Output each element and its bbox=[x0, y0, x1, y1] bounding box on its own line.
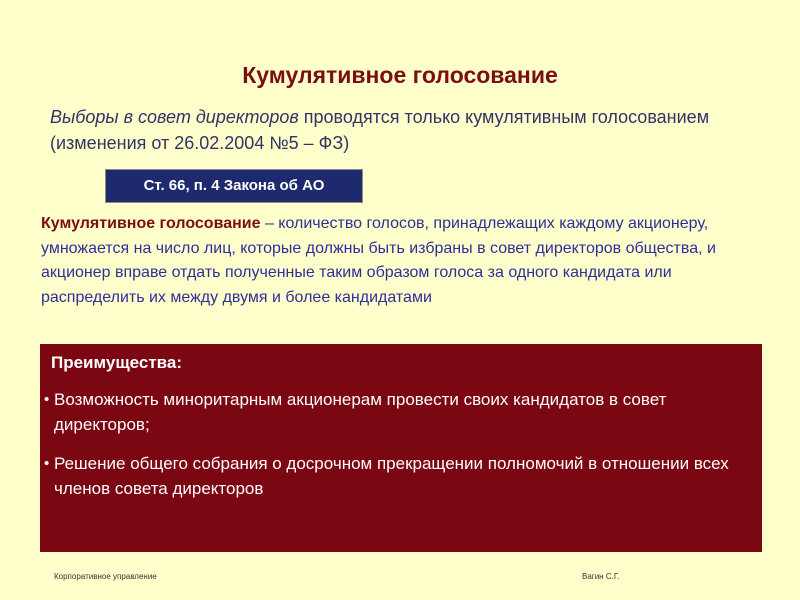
definition-term: Кумулятивное голосование bbox=[41, 215, 261, 232]
bullet-icon: • bbox=[44, 391, 50, 408]
advantages-heading: Преимущества: bbox=[51, 353, 183, 372]
slide-title: Кумулятивное голосование bbox=[242, 62, 558, 88]
intro-emphasis: Выборы в совет директоров bbox=[50, 107, 299, 127]
definition-text: – количество голосов, принадлежащих каждому акционеру, умножается на число лиц, которые должны быть избраны в совет директоров общества, и акционер вправе отдать полученные таким образом голоса за одного кандидата или распределить их между двумя и более кандидатами bbox=[41, 215, 716, 306]
advantage-item bbox=[44, 387, 754, 437]
intro-paragraph bbox=[50, 104, 770, 156]
advantage-text: Решение общего собрания о досрочном прекращении полномочий в отношении всех членов совета директоров bbox=[54, 454, 729, 498]
footer-author: Вагин С.Г. bbox=[582, 572, 620, 581]
advantage-text: Возможность миноритарным акционерам провести своих кандидатов в совет директоров; bbox=[54, 390, 667, 434]
advantages-box bbox=[40, 344, 762, 552]
advantage-item bbox=[44, 451, 754, 501]
intro-text: проводятся только кумулятивным голосованием (изменения от 26.02.2004 №5 – ФЗ) bbox=[50, 107, 710, 153]
law-reference-badge: Ст. 66, п. 4 Закона об АО bbox=[105, 169, 363, 203]
footer-course-name: Корпоративное управление bbox=[54, 572, 157, 581]
definition-paragraph bbox=[41, 212, 776, 310]
bullet-icon: • bbox=[44, 455, 50, 472]
